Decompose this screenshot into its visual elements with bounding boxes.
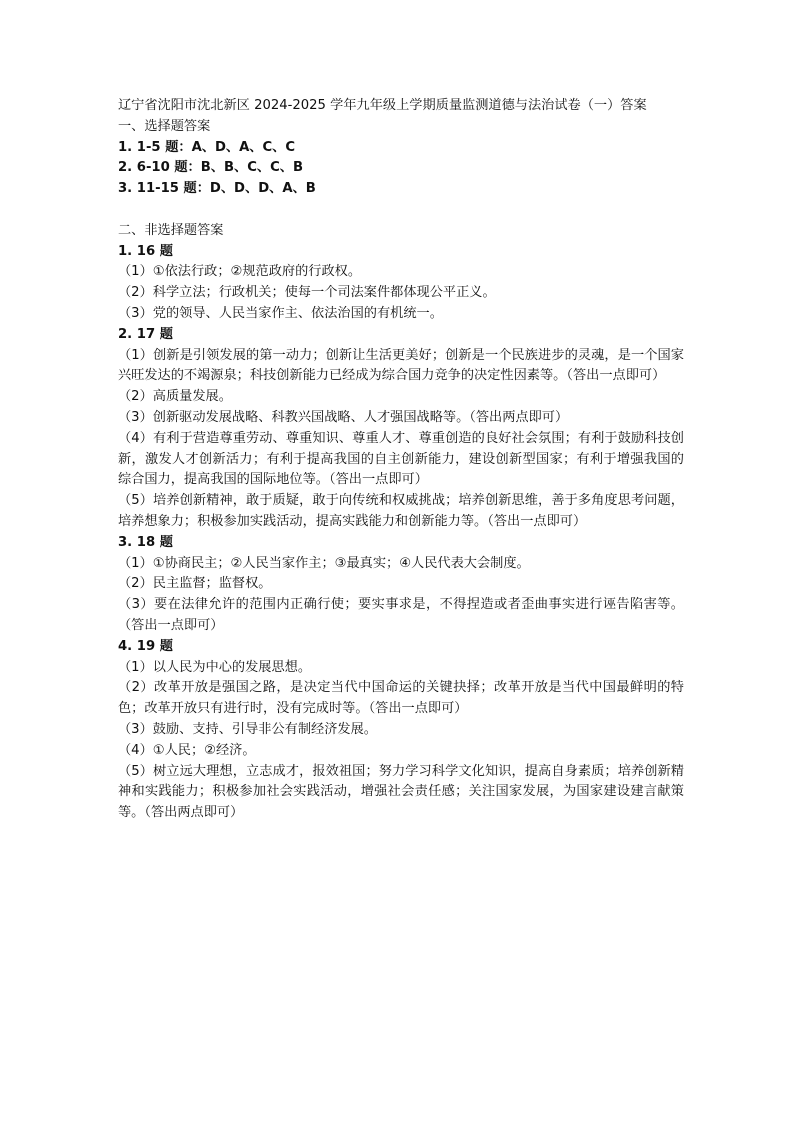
q17-answer-1: （1）创新是引领发展的第一动力；创新让生活更美好；创新是一个民族进步的灵魂，是一个国家兴旺发达的不竭源泉；科技创新能力已经成为综合国力竞争的决定性因素等。（答出一点即可） [118,347,684,384]
question-18-label: 3. 18 题 [118,534,173,550]
q19-answer-1: （1）以人民为中心的发展思想。 [118,659,312,675]
q19-answer-3: （3）鼓励、支持、引导非公有制经济发展。 [118,721,377,737]
question-19-label: 4. 19 题 [118,638,173,654]
section-heading-choice: 一、选择题答案 [118,118,211,134]
q19-answer-4: （4）①人民；②经济。 [118,742,256,758]
q16-answer-3: （3）党的领导、人民当家作主、依法治国的有机统一。 [118,305,443,321]
answer-document [118,96,684,824]
section-heading-nonchoice: 二、非选择题答案 [118,222,224,238]
q17-answer-4: （4）有利于营造尊重劳动、尊重知识、尊重人才、尊重创造的良好社会氛围；有利于鼓励科技创新，激发人才创新活力；有利于提高我国的自主创新能力，建设创新型国家；有利于增强我国的综合国力，提高我国的国际地位等。（答出一点即可） [118,430,684,488]
choice-answer-1: 1. 1-5 题：A、D、A、C、C [118,139,296,155]
q19-answer-5: （5）树立远大理想，立志成才，报效祖国；努力学习科学文化知识，提高自身素质；培养创新精神和实践能力；积极参加社会实践活动，增强社会责任感；关注国家发展，为国家建设建言献策等。（答出两点即可） [118,763,684,821]
question-16-label: 1. 16 题 [118,243,173,259]
q17-answer-3: （3）创新驱动发展战略、科教兴国战略、人才强国战略等。（答出两点即可） [118,409,569,425]
choice-answer-2: 2. 6-10 题：B、B、C、C、B [118,160,304,176]
q17-answer-5: （5）培养创新精神，敢于质疑，敢于向传统和权威挑战；培养创新思维，善于多角度思考问题，培养想象力；积极参加实践活动，提高实践能力和创新能力等。（答出一点即可） [118,493,684,529]
q16-answer-1: （1）①依法行政；②规范政府的行政权。 [118,264,362,280]
question-17-label: 2. 17 题 [118,326,173,342]
q19-answer-2: （2）改革开放是强国之路，是决定当代中国命运的关键抉择；改革开放是当代中国最鲜明的特色；改革开放只有进行时，没有完成时等。（答出一点即可） [118,680,684,717]
q16-answer-2: （2）科学立法；行政机关；使每一个司法案件都体现公平正义。 [118,285,496,301]
choice-answer-3: 3. 11-15 题：D、D、D、A、B [118,181,316,197]
q18-answer-3: （3）要在法律允许的范围内正确行使；要实事求是，不得捏造或者歪曲事实进行诬告陷害等。（答出一点即可） [118,597,684,633]
q18-answer-2: （2）民主监督；监督权。 [118,576,272,592]
blank-line [118,200,684,221]
q17-answer-2: （2）高质量发展。 [118,389,232,405]
document-title: 辽宁省沈阳市沈北新区 2024-2025 学年九年级上学期质量监测道德与法治试卷（一）答案 [118,98,647,113]
q18-answer-1: （1）①协商民主；②人民当家作主；③最真实；④人民代表大会制度。 [118,555,530,571]
